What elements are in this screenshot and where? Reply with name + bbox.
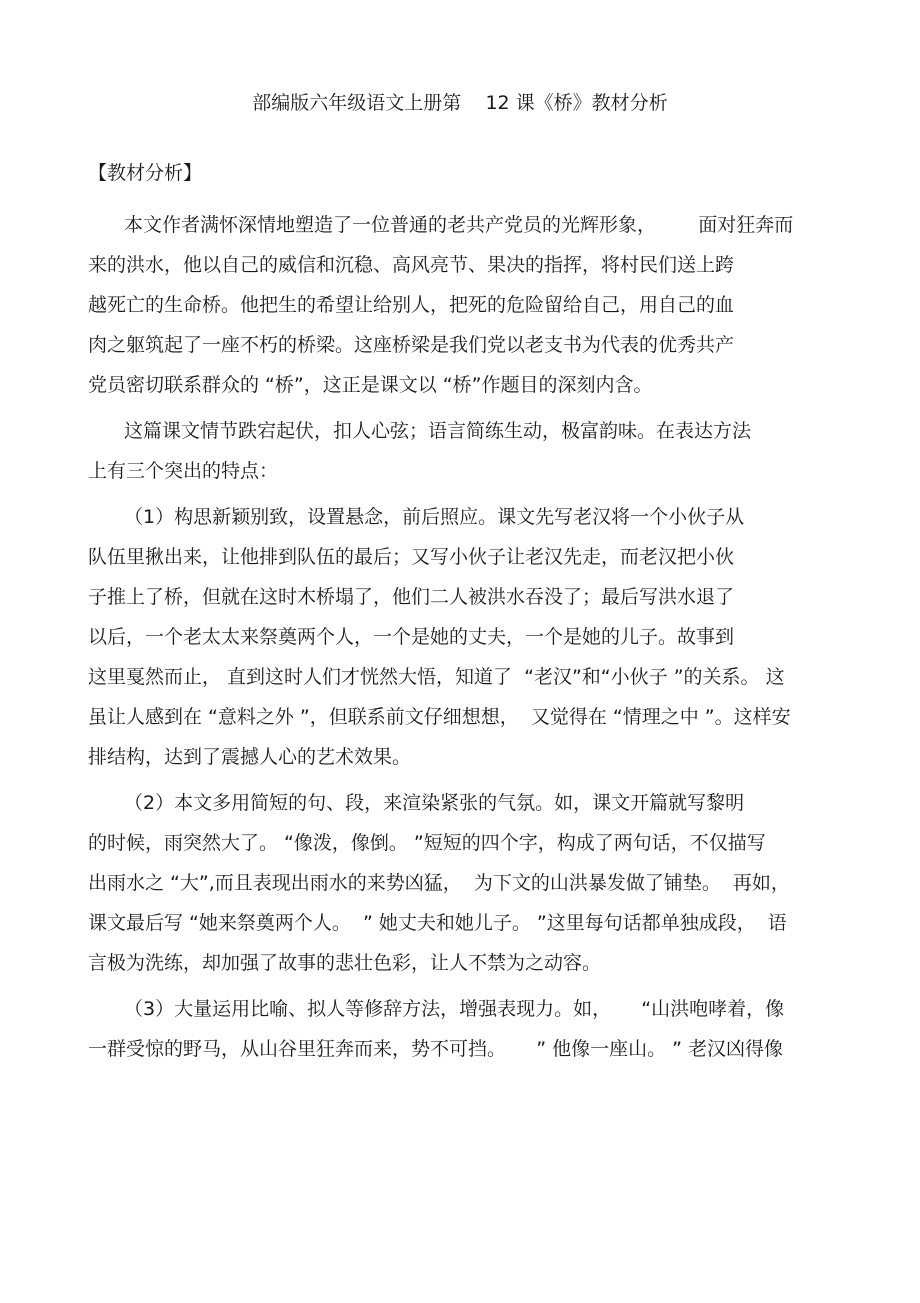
text-line: 上有三个突出的特点： [88,460,279,482]
text-line: 出雨水之 “大”,而且表现出雨水的来势凶猛， 为下文的山洪暴发做了铺垫。 再如， [88,872,790,894]
document-title: 部编版六年级语文上册第 12 课《桥》教材分析 [252,92,668,114]
text-line: （3）大量运用比喻、拟人等修辞方法，增强表现力。如， “山洪咆哮着，像 [124,998,785,1020]
paragraph [88,989,838,1069]
text-line: （1）构思新颖别致，设置悬念，前后照应。课文先写老汉将一个小伙子从 [124,506,745,528]
text-line: 越死亡的生命桥。他把生的希望让给别人，把死的危险留给自己，用自己的血 [88,294,735,316]
body-text [88,205,838,1075]
text-line: 这篇课文情节跌宕起伏，扣人心弦；语言简练生动，极富韵味。在表达方法 [124,420,752,442]
text-line: 的时候，雨突然大了。 “像泼，像倒。 ”短短的四个字，构成了两句话，不仅描写 [88,832,766,854]
text-line: 来的洪水，他以自己的威信和沉稳、高风亮节、果决的指挥，将村民们送上跨 [88,254,735,276]
text-line: 本文作者满怀深情地塑造了一位普通的老共产党员的光辉形象， 面对狂奔而 [124,214,794,236]
text-line: 党员密切联系群众的 “桥”，这正是课文以 “桥”作题目的深刻内含。 [88,374,653,396]
text-line: 这里戛然而止， 直到这时人们才恍然大悟，知道了 “老汉”和“小伙子 ”的关系。 这 [88,666,785,688]
paragraph [88,783,838,983]
paragraph [88,205,838,405]
section-heading: 【教材分析】 [88,162,203,184]
text-line: 虽让人感到在 “意料之外 ”，但联系前文仔细想想， 又觉得在 “情理之中 ”。这样安 [88,706,791,728]
text-line: 课文最后写 “她来祭奠两个人。 ” 她丈夫和她儿子。 ”这里每句话都单独成段， 语 [88,912,787,934]
text-line: 言极为洗练，却加强了故事的悲壮色彩，让人不禁为之动容。 [88,952,602,974]
text-line: 一群受惊的野马，从山谷里狂奔而来，势不可挡。 ” 他像一座山。 ” 老汉凶得像 [88,1038,784,1060]
text-line: 排结构，达到了震撼人心的艺术效果。 [88,746,412,768]
paragraph [88,497,838,777]
text-line: （2）本文多用简短的句、段，来渲染紧张的气氛。如，课文开篇就写黎明 [124,792,745,814]
text-line: 队伍里揪出来，让他排到队伍的最后；又写小伙子让老汉先走，而老汉把小伙 [88,546,735,568]
text-line: 肉之躯筑起了一座不朽的桥梁。这座桥梁是我们党以老支书为代表的优秀共产 [88,334,735,356]
paragraph [88,411,838,491]
text-line: 子推上了桥，但就在这时木桥塌了，他们二人被洪水吞没了；最后写洪水退了 [88,586,735,608]
text-line: 以后，一个老太太来祭奠两个人，一个是她的丈夫，一个是她的儿子。故事到 [88,626,735,648]
